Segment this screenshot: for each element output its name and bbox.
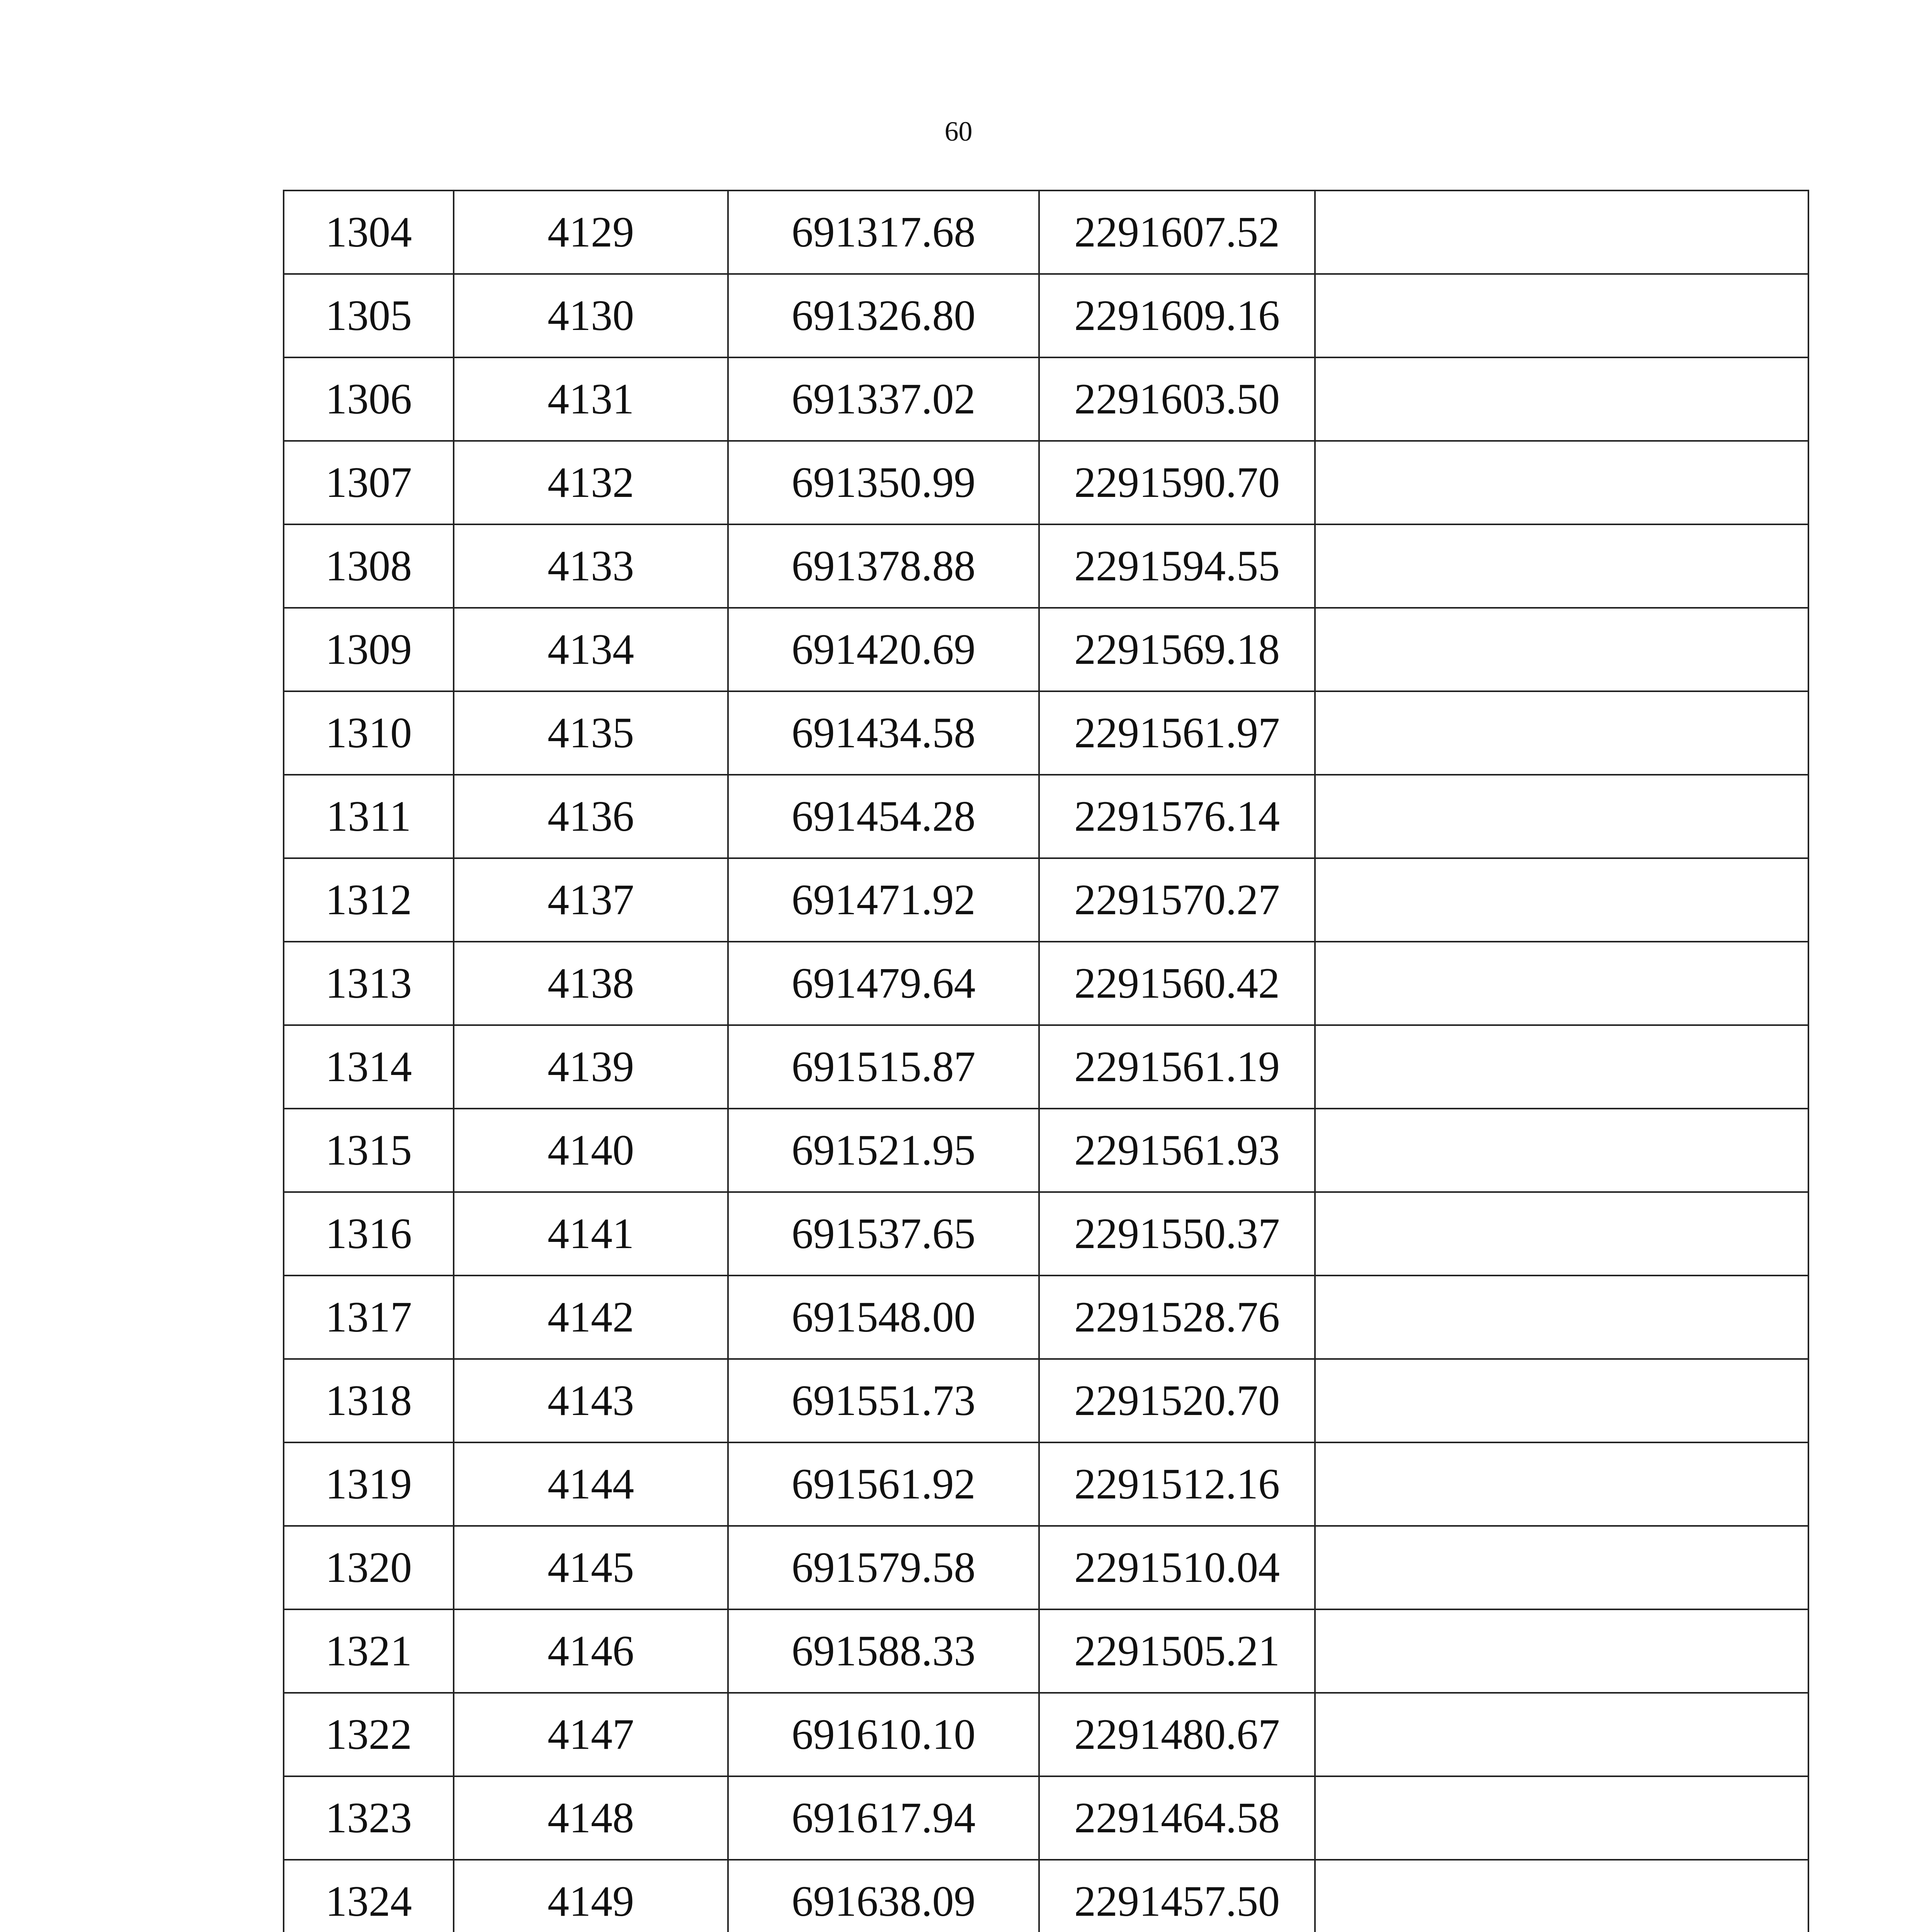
table-cell: 691515.87 xyxy=(728,1025,1039,1109)
table-cell: 691378.88 xyxy=(728,524,1039,608)
table-row xyxy=(284,1359,1808,1442)
table-cell: 691350.99 xyxy=(728,441,1039,524)
table-cell: 2291457.50 xyxy=(1039,1860,1315,1932)
table-cell: 4136 xyxy=(454,775,728,858)
table-cell: 4135 xyxy=(454,691,728,775)
table-row xyxy=(284,1192,1808,1276)
table-cell: 1316 xyxy=(284,1192,454,1276)
table-cell: 2291510.04 xyxy=(1039,1526,1315,1609)
table-cell: 691638.09 xyxy=(728,1860,1039,1932)
table-row xyxy=(284,775,1808,858)
table-cell xyxy=(1315,1109,1808,1192)
table-cell xyxy=(1315,1526,1808,1609)
table-cell xyxy=(1315,1693,1808,1776)
table-cell: 691471.92 xyxy=(728,858,1039,942)
table-cell xyxy=(1315,1609,1808,1693)
table-cell: 2291520.70 xyxy=(1039,1359,1315,1442)
table-cell: 691337.02 xyxy=(728,357,1039,441)
table-row xyxy=(284,1693,1808,1776)
table-cell: 1310 xyxy=(284,691,454,775)
table-cell xyxy=(1315,858,1808,942)
table-cell xyxy=(1315,775,1808,858)
table-cell: 691537.65 xyxy=(728,1192,1039,1276)
table-cell xyxy=(1315,524,1808,608)
table-cell: 2291505.21 xyxy=(1039,1609,1315,1693)
table-cell: 1315 xyxy=(284,1109,454,1192)
table-cell: 4130 xyxy=(454,274,728,357)
table-cell: 4149 xyxy=(454,1860,728,1932)
table-cell: 4129 xyxy=(454,190,728,274)
table-cell: 4134 xyxy=(454,608,728,691)
table-row xyxy=(284,1276,1808,1359)
table-cell: 4137 xyxy=(454,858,728,942)
table-row xyxy=(284,1609,1808,1693)
table-row xyxy=(284,524,1808,608)
table-cell xyxy=(1315,1276,1808,1359)
table-cell: 1318 xyxy=(284,1359,454,1442)
table-cell: 1321 xyxy=(284,1609,454,1693)
table-cell: 691454.28 xyxy=(728,775,1039,858)
table-row xyxy=(284,1442,1808,1526)
table-row xyxy=(284,1025,1808,1109)
table-row xyxy=(284,608,1808,691)
table-cell xyxy=(1315,1359,1808,1442)
table-cell: 691479.64 xyxy=(728,942,1039,1025)
table-cell: 1311 xyxy=(284,775,454,858)
table-cell: 691521.95 xyxy=(728,1109,1039,1192)
table-cell: 1322 xyxy=(284,1693,454,1776)
table-cell xyxy=(1315,1192,1808,1276)
table-row xyxy=(284,1109,1808,1192)
table-cell: 2291590.70 xyxy=(1039,441,1315,524)
table-row xyxy=(284,1526,1808,1609)
table-cell: 4138 xyxy=(454,942,728,1025)
table-cell: 2291561.97 xyxy=(1039,691,1315,775)
table-cell xyxy=(1315,942,1808,1025)
table-cell: 691434.58 xyxy=(728,691,1039,775)
table-cell: 2291528.76 xyxy=(1039,1276,1315,1359)
table-cell: 2291561.93 xyxy=(1039,1109,1315,1192)
table-row xyxy=(284,274,1808,357)
table-cell xyxy=(1315,190,1808,274)
table-cell: 4143 xyxy=(454,1359,728,1442)
table-cell: 691317.68 xyxy=(728,190,1039,274)
table-row xyxy=(284,942,1808,1025)
table-cell: 1319 xyxy=(284,1442,454,1526)
table-cell: 1304 xyxy=(284,190,454,274)
table-cell xyxy=(1315,441,1808,524)
table-cell: 1314 xyxy=(284,1025,454,1109)
table-row xyxy=(284,357,1808,441)
table-cell: 1305 xyxy=(284,274,454,357)
table-cell: 2291603.50 xyxy=(1039,357,1315,441)
table-cell: 1317 xyxy=(284,1276,454,1359)
table-cell: 691610.10 xyxy=(728,1693,1039,1776)
table-cell: 691617.94 xyxy=(728,1776,1039,1860)
table-cell: 4145 xyxy=(454,1526,728,1609)
table-cell: 691326.80 xyxy=(728,274,1039,357)
table-row xyxy=(284,441,1808,524)
table-cell: 4147 xyxy=(454,1693,728,1776)
table-cell xyxy=(1315,274,1808,357)
table-cell: 2291576.14 xyxy=(1039,775,1315,858)
table-cell: 2291550.37 xyxy=(1039,1192,1315,1276)
table-row xyxy=(284,1860,1808,1932)
table-cell: 2291570.27 xyxy=(1039,858,1315,942)
table-cell: 2291607.52 xyxy=(1039,190,1315,274)
table-cell: 2291594.55 xyxy=(1039,524,1315,608)
table-cell: 4132 xyxy=(454,441,728,524)
table-cell: 691548.00 xyxy=(728,1276,1039,1359)
table-cell: 1309 xyxy=(284,608,454,691)
table-cell: 1307 xyxy=(284,441,454,524)
table-cell xyxy=(1315,691,1808,775)
table-cell xyxy=(1315,1776,1808,1860)
table-row xyxy=(284,691,1808,775)
table-cell: 2291560.42 xyxy=(1039,942,1315,1025)
table-cell: 691588.33 xyxy=(728,1609,1039,1693)
table-row xyxy=(284,190,1808,274)
table-row xyxy=(284,858,1808,942)
table-row xyxy=(284,1776,1808,1860)
table-cell: 4140 xyxy=(454,1109,728,1192)
table-cell: 4133 xyxy=(454,524,728,608)
table-body xyxy=(284,190,1808,1932)
table-cell: 4144 xyxy=(454,1442,728,1526)
table-cell: 1306 xyxy=(284,357,454,441)
table-cell: 4146 xyxy=(454,1609,728,1693)
table-cell: 1323 xyxy=(284,1776,454,1860)
coordinate-table xyxy=(283,190,1809,1932)
table-cell: 1313 xyxy=(284,942,454,1025)
table-cell: 1320 xyxy=(284,1526,454,1609)
table-cell: 2291512.16 xyxy=(1039,1442,1315,1526)
table-cell xyxy=(1315,357,1808,441)
table-cell: 691420.69 xyxy=(728,608,1039,691)
table-cell: 4131 xyxy=(454,357,728,441)
table-cell: 1324 xyxy=(284,1860,454,1932)
table-cell: 691561.92 xyxy=(728,1442,1039,1526)
page-number: 60 xyxy=(944,116,973,147)
table-cell: 691551.73 xyxy=(728,1359,1039,1442)
table-cell: 1308 xyxy=(284,524,454,608)
table-cell: 2291464.58 xyxy=(1039,1776,1315,1860)
table-cell: 691579.58 xyxy=(728,1526,1039,1609)
table-cell: 2291609.16 xyxy=(1039,274,1315,357)
table-cell: 4148 xyxy=(454,1776,728,1860)
table-cell: 2291561.19 xyxy=(1039,1025,1315,1109)
table-cell: 2291569.18 xyxy=(1039,608,1315,691)
table-cell xyxy=(1315,1442,1808,1526)
table-cell: 4141 xyxy=(454,1192,728,1276)
table-cell: 4142 xyxy=(454,1276,728,1359)
table-cell xyxy=(1315,608,1808,691)
table-cell xyxy=(1315,1860,1808,1932)
table-cell: 4139 xyxy=(454,1025,728,1109)
table-cell: 2291480.67 xyxy=(1039,1693,1315,1776)
table-cell xyxy=(1315,1025,1808,1109)
table-cell: 1312 xyxy=(284,858,454,942)
